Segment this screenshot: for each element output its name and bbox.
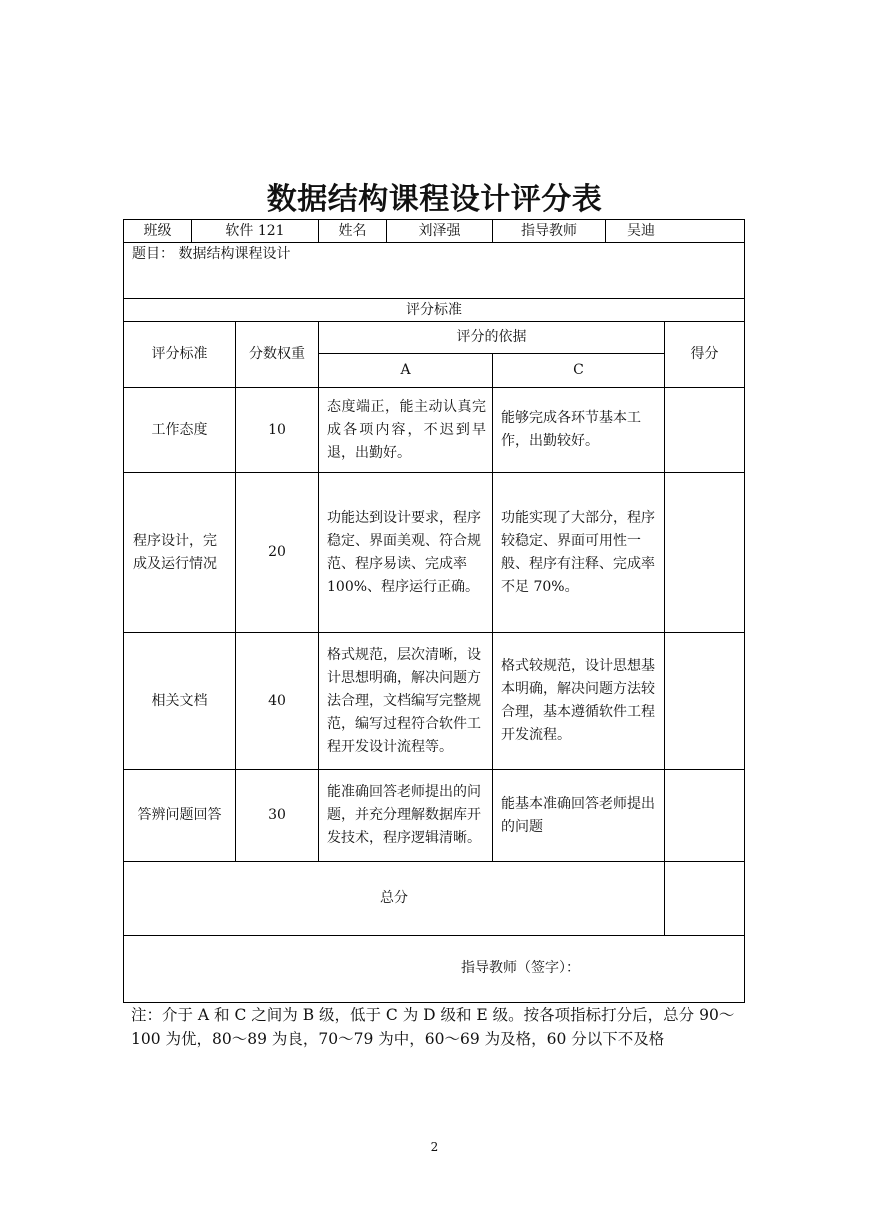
class-label: 班级 <box>143 222 172 239</box>
row-grade-a: 格式规范，层次清晰，设计思想明确，解决问题方法合理，文档编写完整规范，编写过程符合软件工程开发设计流程等。 <box>327 646 481 755</box>
header-grade-a: A <box>400 362 411 378</box>
row-weight: 20 <box>268 544 286 560</box>
header-score: 得分 <box>690 346 719 362</box>
grading-note: 注：介于 A 和 C 之间为 B 级，低于 C 为 D 级和 E 级。按各项指标打分后，总分 90～100 为优，80～89 为良，70～79 为中，60～69 为及格，60 分以下不及格 <box>131 1006 735 1048</box>
name-value: 刘泽强 <box>418 222 461 239</box>
row-weight: 40 <box>268 692 286 709</box>
row-grade-c: 格式较规范，设计思想基本明确，解决问题方法较合理，基本遵循软件工程开发流程。 <box>501 658 655 743</box>
row-grade-a: 功能达到设计要求，程序稳定、界面美观、符合规范、程序易读、完成率 100%、程序运行正确。 <box>327 509 481 595</box>
row-weight: 10 <box>268 421 286 438</box>
header-weight: 分数权重 <box>249 346 305 362</box>
section-header: 评分标准 <box>406 301 462 318</box>
class-value: 软件 121 <box>225 222 285 239</box>
page-title: 数据结构课程设计评分表 <box>266 182 603 217</box>
row-criterion: 程序设计，完成及运行情况 <box>133 532 217 572</box>
row-grade-c: 功能实现了大部分，程序较稳定、界面可用性一般、程序有注释、完成率不足 70%。 <box>501 509 655 595</box>
row-weight: 30 <box>268 807 286 823</box>
total-label: 总分 <box>380 890 408 906</box>
topic: 题目： 数据结构课程设计 <box>132 246 291 262</box>
row-score[interactable] <box>665 633 744 769</box>
row-grade-a: 能准确回答老师提出的问题，并充分理解数据库开发技术，程序逻辑清晰。 <box>327 784 481 846</box>
header-grade-c: C <box>573 362 584 378</box>
row-grade-a: 态度端正，能主动认真完成各项内容，不迟到早退，出勤好。 <box>327 398 486 461</box>
row-criterion: 答辨问题回答 <box>137 807 222 823</box>
header-basis: 评分的依据 <box>456 329 527 345</box>
row-score[interactable] <box>665 770 744 861</box>
name-label: 姓名 <box>338 222 367 239</box>
total-score[interactable] <box>665 862 744 935</box>
signature-label: 指导教师（签字）： <box>461 960 580 976</box>
row-criterion: 相关文档 <box>151 692 208 709</box>
page-number: 2 <box>430 1140 439 1154</box>
row-grade-c: 能基本准确回答老师提出的问题 <box>501 795 655 835</box>
row-criterion: 工作态度 <box>151 421 208 438</box>
row-grade-c: 能够完成各环节基本工作，出勤较好。 <box>501 410 641 449</box>
teacher-label: 指导教师 <box>521 222 577 239</box>
row-score[interactable] <box>665 473 744 632</box>
teacher-value: 吴迪 <box>627 222 655 239</box>
header-criteria: 评分标准 <box>151 346 208 362</box>
row-score[interactable] <box>665 388 744 472</box>
